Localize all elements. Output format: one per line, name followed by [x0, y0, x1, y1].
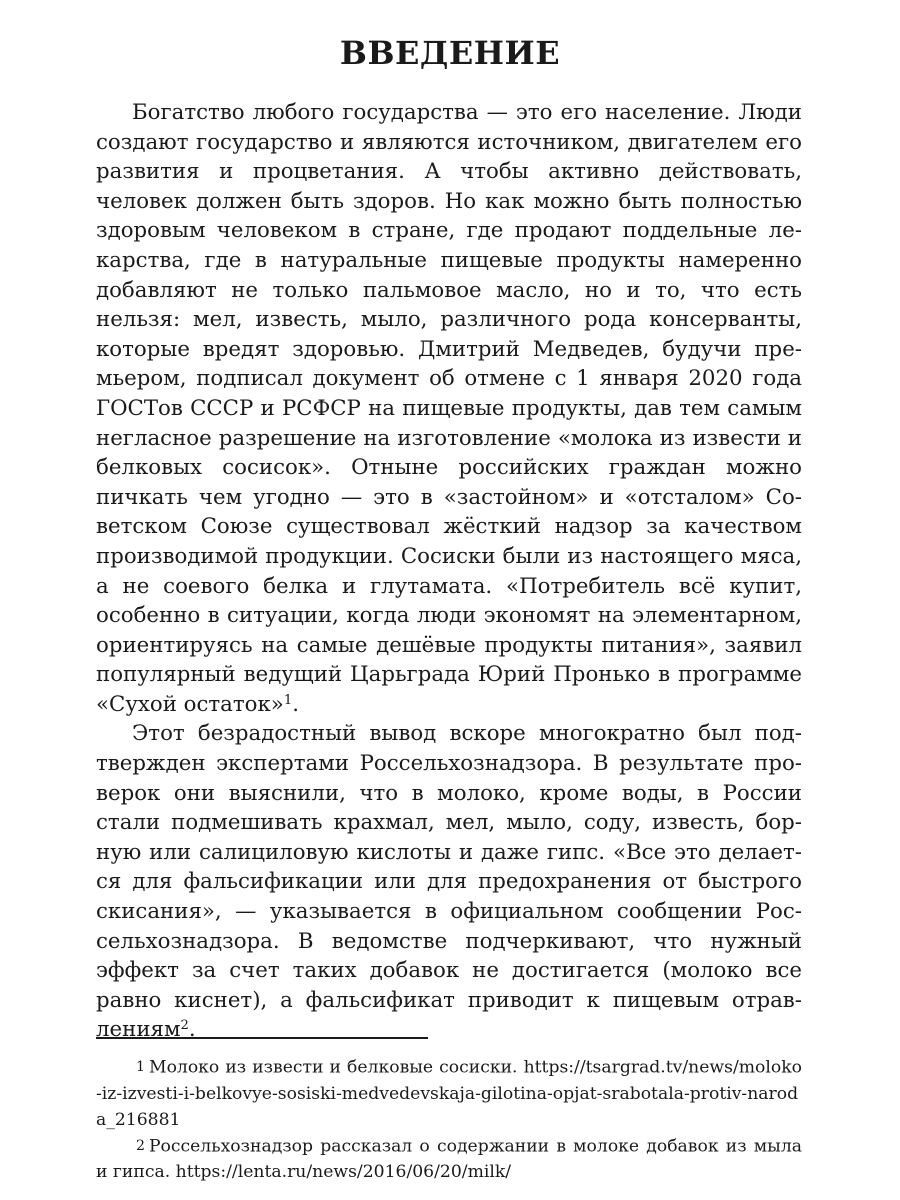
footnote-link[interactable]: https://tsargrad.tv/news/moloko-iz-izvesti-i-belkovye-sosiski-medvedevskaja-gilotina-opjat-srabotala-protiv-naroda_216881: [96, 1057, 802, 1130]
paragraph-text: Богатство любого государства — это его население. Люди создают государство и являются источником, двигателем его развития и процветания. А чтобы активно действовать, человек должен быть здоров. Но как можно быть полностью здоровым человеком в стране, где продают поддельные лекарства, где в натуральные пищевые продукты намеренно добавляют не только пальмовое масло, но и то, что есть нельзя: мел, известь, мыло, различного рода консерванты, которые вредят здоровью. Дмитрий Медведев, будучи премьером, подписал документ об отмене с 1 января 2020 года ГОСТов СССР и РСФСР на пищевые продукты, дав тем самым негласное разрешение на изготовление «молока из извести и белковых сосисок». Отныне российских граждан можно пичкать чем угодно — это в «застойном» и «отсталом» Советском Союзе существовал жёсткий надзор за качеством производимой продукции. Сосиски были из настоящего мяса, а не соевого белка и глутамата. «Потребитель всё купит, особенно в ситуации, когда люди экономят на элементарном, ориентируясь на самые дешёвые продукты питания», заявил популярный ведущий Царьграда Юрий Пронько в программе «Сухой остаток»: [96, 100, 802, 717]
main-text: [96, 98, 802, 1045]
paragraph: [96, 719, 802, 1045]
paragraph-text: Этот безрадостный вывод вскоре многократно был подтвержден экспертами Россельхознадзора. В результате проверок они выяснили, что в молоко, кроме воды, в России стали подмешивать крахмал, мел, мыло, соду, известь, борную или салициловую кислоты и даже гипс. «Все это делается для фальсификации или для предохранения от быстрого скисания», — указывается в официальном сообщении Россельхознадзора. В ведомстве подчеркивают, что нужный эффект за счет таких добавок не достигается (молоко все равно киснет), а фальсификат приводит к пищевым отравлениям: [96, 721, 802, 1043]
paragraph-tail: .: [188, 1017, 196, 1043]
footnote-divider: [96, 1037, 428, 1039]
paragraph: [96, 98, 802, 719]
footnote: [96, 1133, 802, 1186]
footnote-number: 1: [136, 1059, 145, 1075]
footnote: [96, 1054, 802, 1133]
page-title: ВВЕДЕНИЕ: [339, 34, 561, 72]
footnote-text: Россельхознадзор рассказал о содержании в молоке добавок из мыла и гипса.: [96, 1136, 802, 1183]
footnote-text: Молоко из извести и белковые сосиски.: [148, 1057, 518, 1078]
footnote-link[interactable]: https://lenta.ru/news/2016/06/20/milk/: [175, 1162, 512, 1183]
footnote-reference[interactable]: 2: [180, 1018, 189, 1034]
paragraph-tail: .: [292, 691, 299, 717]
footnote-number: 2: [136, 1137, 145, 1154]
footnotes: [96, 1054, 802, 1185]
footnote-reference[interactable]: 1: [283, 692, 293, 708]
